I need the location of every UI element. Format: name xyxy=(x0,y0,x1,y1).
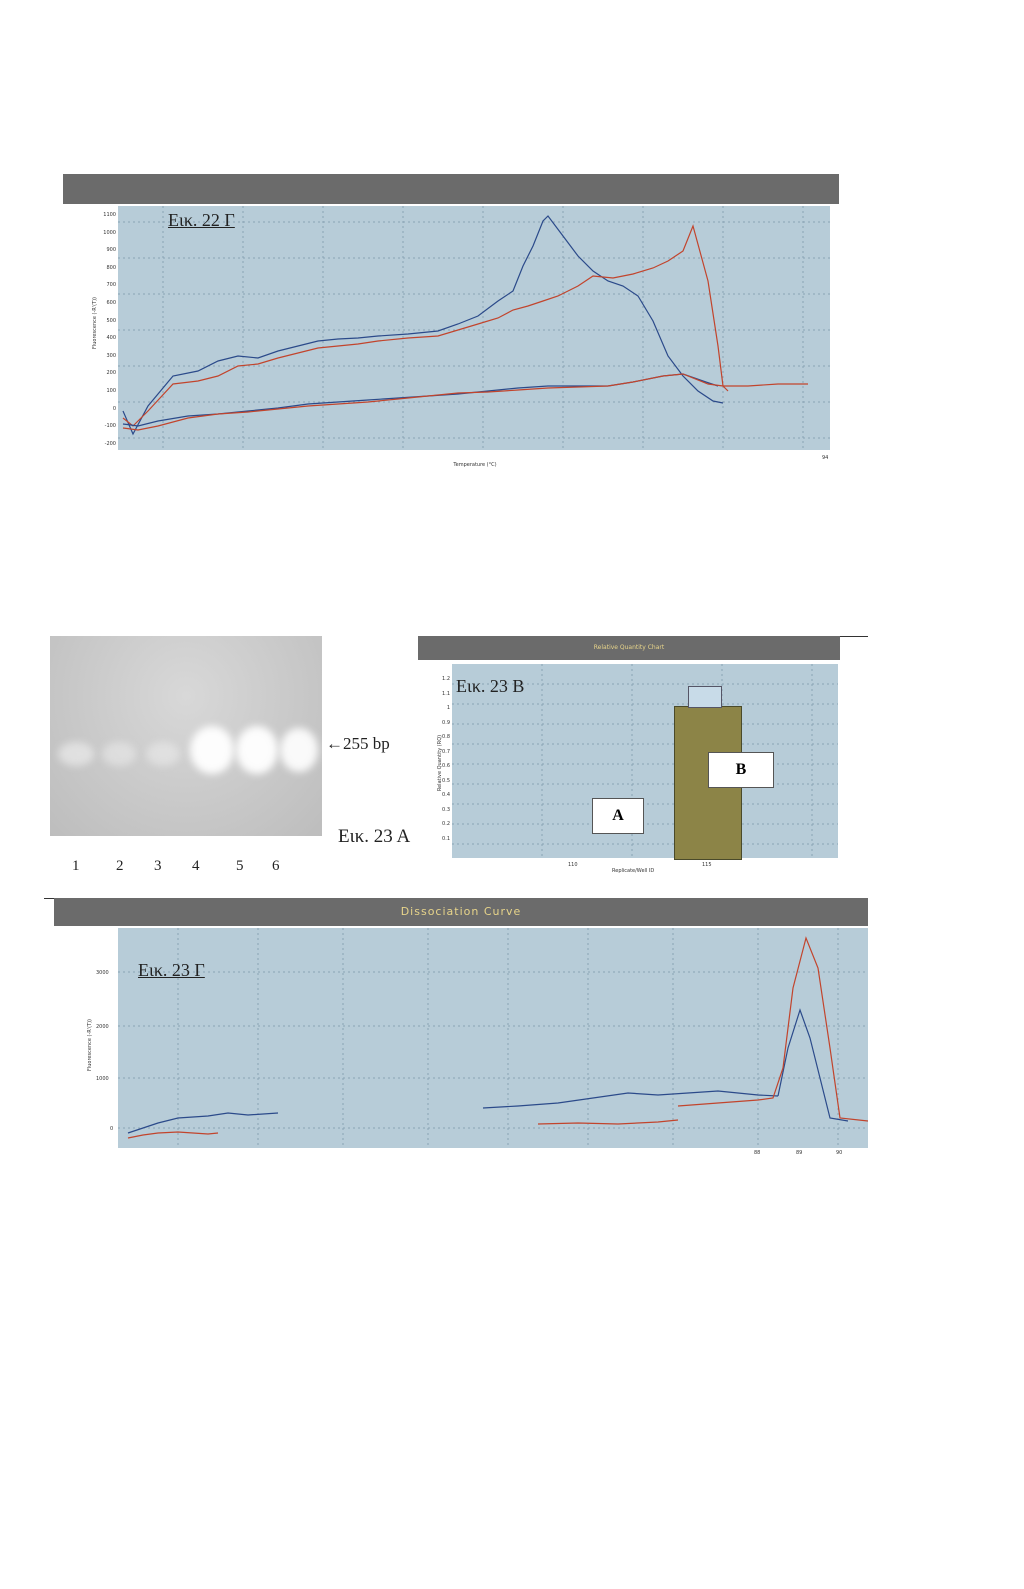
fig23b-y-tick: 0.4 xyxy=(442,792,450,798)
fig23b-top-rule xyxy=(840,636,868,637)
fig23g-x-tick: 89 xyxy=(796,1150,803,1156)
fig23g-plot-panel xyxy=(118,928,868,1148)
gel-band-lane-1 xyxy=(58,742,94,766)
fig23g-y-tick: 3000 xyxy=(96,970,109,976)
fig22-plot-panel xyxy=(118,206,830,450)
fig22-y-tick: 1100 xyxy=(103,212,116,218)
lane-number: 6 xyxy=(272,858,280,874)
lane-number: 1 xyxy=(72,858,80,874)
fig23g-red-curve xyxy=(678,938,868,1121)
fig22-y-tick: -100 xyxy=(104,423,116,430)
fig22-x-axis-label: Temperature (°C) xyxy=(453,462,497,468)
gel-band-lane-2 xyxy=(102,742,136,766)
fig23b-y-axis-label: Relative Quantity (RQ) xyxy=(437,734,443,792)
gel-band-lane-6 xyxy=(280,728,318,772)
lane-number: 3 xyxy=(154,858,162,874)
fig23g-title: Dissociation Curve xyxy=(400,905,522,918)
fig22-x-end-label: 94 xyxy=(822,455,829,461)
fig23b-y-tick: 0.5 xyxy=(442,777,450,784)
lane-number: 5 xyxy=(236,858,244,874)
fig23b-x-tick: 115 xyxy=(702,862,712,868)
fig22-titlebar xyxy=(63,174,839,204)
fig23b-bar-tooltip xyxy=(688,686,722,708)
fig23b-y-tick: 0.2 xyxy=(442,821,450,827)
fig22-y-axis-label: Fluorescence (-R'(T)) xyxy=(92,296,98,350)
fig22-blue-lower-curve xyxy=(123,374,718,426)
fig23g-red-curve xyxy=(128,1132,218,1138)
fig22-y-tick: 0 xyxy=(112,405,116,412)
fig22-plot xyxy=(118,206,830,450)
fig23b-y-tick: 1.2 xyxy=(442,676,450,682)
gel-image xyxy=(50,636,322,836)
fig23g-blue-curve xyxy=(128,1113,278,1133)
gel-figure-label: Εικ. 23 Α xyxy=(338,826,411,847)
fig23g-x-tick: 88 xyxy=(754,1150,761,1156)
fig23b-box-b: B xyxy=(708,752,774,788)
gel-band-marker: ←255 bp xyxy=(326,734,390,753)
fig23b-x-tick: 110 xyxy=(568,862,578,868)
fig23b-y-tick: 0.3 xyxy=(442,806,450,813)
fig23b-y-tick: 0.6 xyxy=(442,763,450,769)
fig23g-figure-label: Εικ. 23 Γ xyxy=(138,960,205,980)
fig23g-blue-curve xyxy=(483,1091,778,1108)
fig22-y-tick: 100 xyxy=(106,387,116,394)
fig23b-title: Relative Quantity Chart xyxy=(593,644,665,651)
gel-band-lane-3 xyxy=(146,742,180,766)
fig22-y-tick: 600 xyxy=(106,299,116,306)
fig23b-box-a: A xyxy=(592,798,644,834)
fig23g-plot xyxy=(118,928,868,1148)
fig23b-y-ticks xyxy=(434,676,450,850)
fig23b-figure-label: Εικ. 23 Β xyxy=(456,676,525,696)
gel-band-lane-4 xyxy=(190,726,234,774)
fig22-figure-label: Εικ. 22 Γ xyxy=(168,210,235,230)
fig23b-y-tick: 0.8 xyxy=(442,734,450,740)
fig22-blue-curve xyxy=(123,216,723,434)
fig23g-y-tick: 0 xyxy=(110,1126,114,1132)
fig23g-y-axis-label: Fluorescence (-R'(T)) xyxy=(87,1018,93,1072)
gel-lane-numbers xyxy=(72,858,292,878)
fig22-red-lower-curve xyxy=(123,374,808,430)
fig23b-titlebar xyxy=(418,636,840,660)
lane-number: 2 xyxy=(116,858,124,874)
fig23g-y-tick: 2000 xyxy=(96,1024,109,1030)
fig23b-plot-panel xyxy=(452,664,838,858)
fig22-y-tick: 300 xyxy=(106,352,116,359)
fig23b-y-tick: 0.7 xyxy=(442,748,450,755)
lane-number: 4 xyxy=(192,858,200,874)
fig22-y-tick: 400 xyxy=(106,335,116,342)
fig22-y-tick: -200 xyxy=(104,440,116,447)
fig22-y-tick: 500 xyxy=(106,317,116,324)
fig23b-y-tick: 0.1 xyxy=(442,835,450,842)
fig23b-y-tick: 1 xyxy=(446,705,450,711)
fig22-y-tick: 200 xyxy=(106,370,116,377)
fig22-y-tick: 700 xyxy=(106,282,116,289)
fig23b-y-tick: 0.9 xyxy=(442,719,450,726)
fig23g-titlebar xyxy=(54,898,868,926)
fig22-y-tick: 800 xyxy=(106,264,116,271)
fig22-y-tick: 1000 xyxy=(103,229,116,236)
fig23b-y-tick: 1.1 xyxy=(442,690,450,697)
fig23g-red-curve xyxy=(538,1120,678,1124)
fig22-y-tick: 900 xyxy=(106,247,116,254)
fig23b-x-axis-label: Replicate/Well ID xyxy=(612,868,655,874)
gel-band-lane-5 xyxy=(236,726,278,774)
fig23g-x-tick: 90 xyxy=(836,1150,843,1156)
fig23g-y-tick: 1000 xyxy=(96,1076,109,1082)
